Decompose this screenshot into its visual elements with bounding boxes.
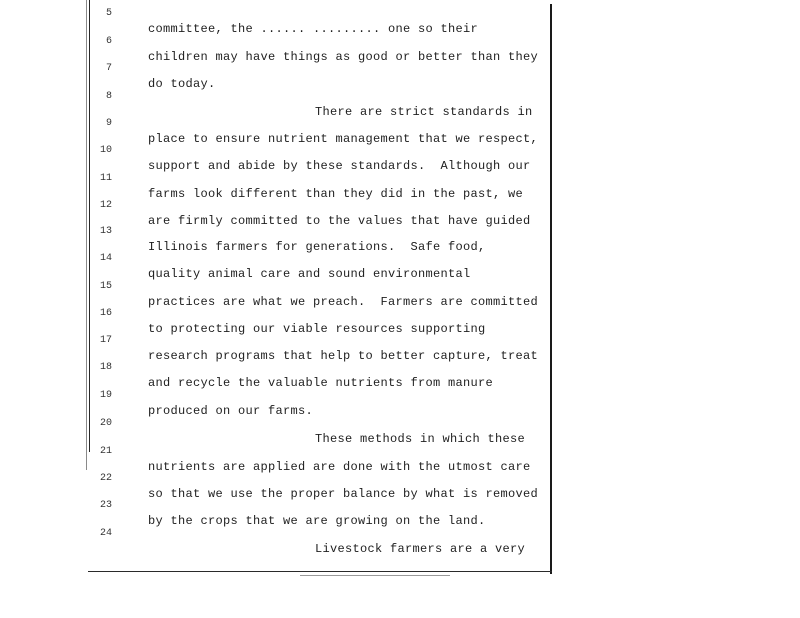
line-number: 11 (99, 173, 112, 184)
line-number: 9 (105, 118, 112, 129)
line-number: 22 (99, 473, 112, 484)
line-text: place to ensure nutrient management that we respect, (148, 132, 539, 146)
line-number: 14 (99, 253, 112, 264)
left-margin-rule-outer (86, 0, 87, 470)
line-text: to protecting our viable resources supporting (148, 322, 486, 336)
transcript-line (0, 49, 216, 91)
line-number: 15 (99, 281, 112, 292)
line-text: Livestock farmers are a very (315, 542, 526, 556)
line-text: Illinois farmers for generations. Safe food, (148, 240, 486, 254)
transcript-line (0, 376, 314, 418)
line-number: 21 (99, 446, 112, 457)
line-number: 6 (105, 36, 112, 47)
line-number: 23 (99, 500, 112, 511)
line-number: 19 (99, 390, 112, 401)
bottom-rule (88, 571, 552, 572)
line-number: 17 (99, 335, 112, 346)
line-text: produced on our farms. (148, 404, 314, 418)
line-number: 18 (99, 362, 112, 373)
line-text: There are strict standards in (315, 105, 533, 119)
line-text: children may have things as good or better than they (148, 50, 539, 64)
line-text: research programs that help to better capture, treat (148, 349, 539, 363)
line-text: farms look different than they did in the past, we (148, 187, 524, 201)
line-number: 7 (105, 63, 112, 74)
line-text: and recycle the valuable nutrients from manure (148, 376, 494, 390)
line-text: nutrients are applied are done with the utmost care (148, 460, 531, 474)
bottom-rule-faint (300, 575, 450, 576)
line-text: do today. (148, 77, 216, 91)
line-text: These methods in which these (315, 432, 526, 446)
line-number: 8 (105, 91, 112, 102)
left-margin-rule (89, 0, 90, 452)
right-margin-rule (550, 4, 552, 574)
line-number: 12 (99, 200, 112, 211)
line-text: practices are what we preach. Farmers are committed (148, 295, 539, 309)
line-number: 13 (99, 226, 112, 237)
line-text: quality animal care and sound environmental (148, 267, 471, 281)
line-number: 24 (99, 528, 112, 539)
transcript-line (0, 0, 479, 36)
line-number: 5 (105, 8, 112, 19)
line-number: 16 (99, 308, 112, 319)
line-text: by the crops that we are growing on the land. (148, 514, 486, 528)
line-text: are firmly committed to the values that have guided (148, 214, 531, 228)
line-text: so that we use the proper balance by what is removed (148, 487, 539, 501)
line-number: 20 (99, 418, 112, 429)
line-text: support and abide by these standards. Although our (148, 159, 531, 173)
line-number: 10 (99, 145, 112, 156)
line-text: committee, the ...... ......... one so their (148, 22, 479, 36)
